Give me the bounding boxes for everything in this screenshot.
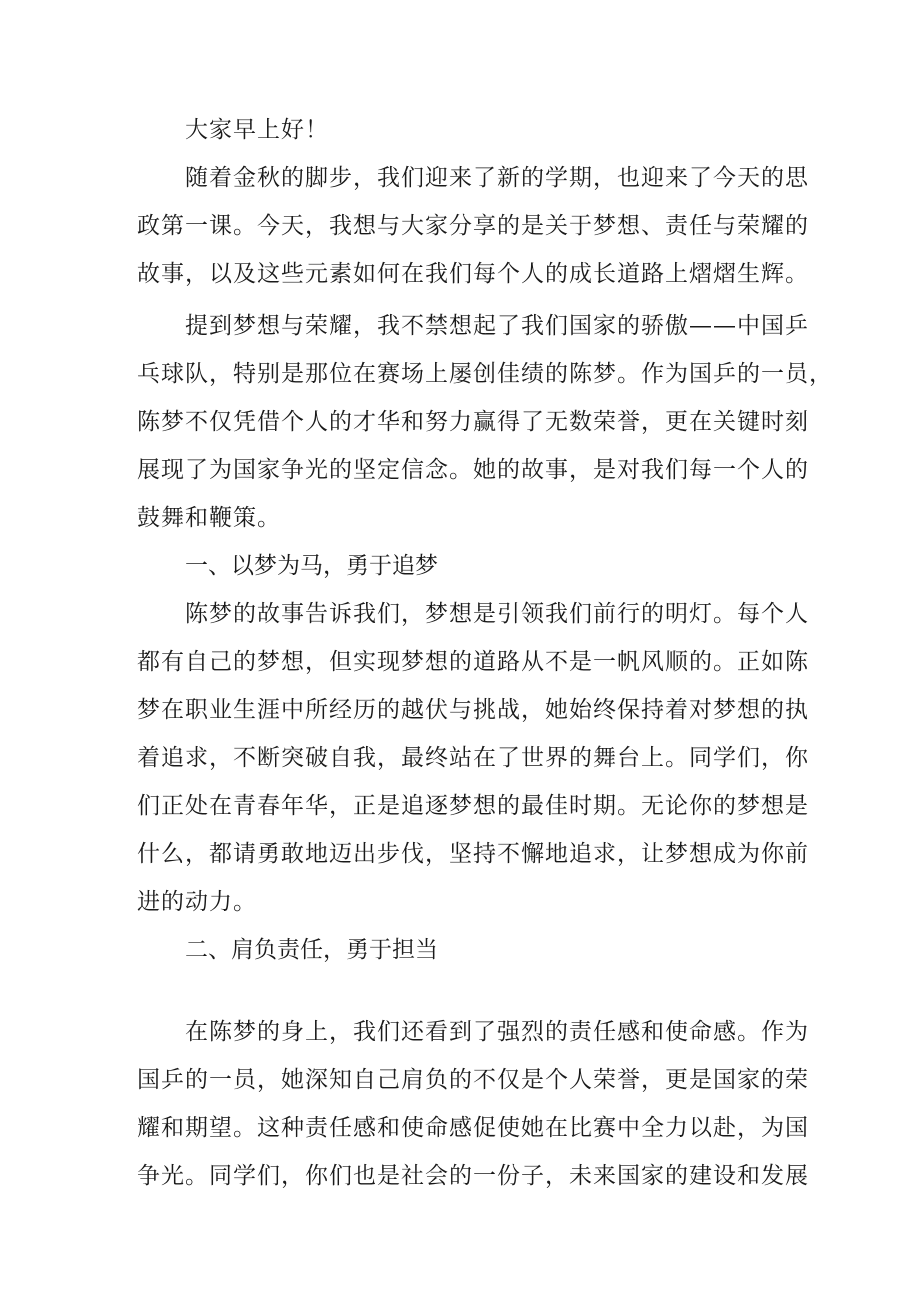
paragraph-4-line-1: 在陈梦的身上，我们还看到了强烈的责任感和使命感。作为 xyxy=(185,1019,809,1045)
paragraph-3-line-5: 们正处在青春年华，正是追逐梦想的最佳时期。无论你的梦想是 xyxy=(137,793,809,819)
paragraph-3-line-7: 进的动力。 xyxy=(137,889,257,915)
paragraph-3-line-3: 梦在职业生涯中所经历的越伏与挑战，她始终保持着对梦想的执 xyxy=(137,697,809,723)
paragraph-2-line-2: 乓球队，特别是那位在赛场上屡创佳绩的陈梦。作为国乒的一员， xyxy=(137,361,833,387)
paragraph-2-line-5: 鼓舞和鞭策。 xyxy=(137,505,281,531)
paragraph-4-line-2: 国乒的一员，她深知自己肩负的不仅是个人荣誉，更是国家的荣 xyxy=(137,1067,809,1093)
paragraph-1-line-1: 随着金秋的脚步，我们迎来了新的学期，也迎来了今天的思 xyxy=(185,165,809,191)
paragraph-3-line-2: 都有自己的梦想，但实现梦想的道路从不是一帆风顺的。正如陈 xyxy=(137,649,809,675)
paragraph-2-line-1: 提到梦想与荣耀，我不禁想起了我们国家的骄傲——中国乒 xyxy=(185,313,809,339)
paragraph-1-line-2: 政第一课。今天，我想与大家分享的是关于梦想、责任与荣耀的 xyxy=(137,213,809,239)
paragraph-2-line-3: 陈梦不仅凭借个人的才华和努力赢得了无数荣誉，更在关键时刻 xyxy=(137,409,809,435)
paragraph-3-line-4: 着追求，不断突破自我，最终站在了世界的舞台上。同学们，你 xyxy=(137,745,809,771)
paragraph-4-line-4: 争光。同学们，你们也是社会的一份子，未来国家的建设和发展 xyxy=(137,1163,809,1189)
section-heading-2: 二、肩负责任，勇于担当 xyxy=(185,937,438,963)
section-heading-1: 一、以梦为马，勇于追梦 xyxy=(185,553,438,579)
paragraph-2-line-4: 展现了为国家争光的坚定信念。她的故事，是对我们每一个人的 xyxy=(137,457,809,483)
paragraph-3-line-6: 什么，都请勇敢地迈出步伐，坚持不懈地追求，让梦想成为你前 xyxy=(137,841,809,867)
paragraph-3-line-1: 陈梦的故事告诉我们，梦想是引领我们前行的明灯。每个人 xyxy=(185,601,809,627)
paragraph-4-line-3: 耀和期望。这种责任感和使命感促使她在比赛中全力以赴，为国 xyxy=(137,1115,809,1141)
paragraph-1-line-3: 故事，以及这些元素如何在我们每个人的成长道路上熠熠生辉。 xyxy=(137,261,809,287)
greeting: 大家早上好！ xyxy=(185,117,329,143)
